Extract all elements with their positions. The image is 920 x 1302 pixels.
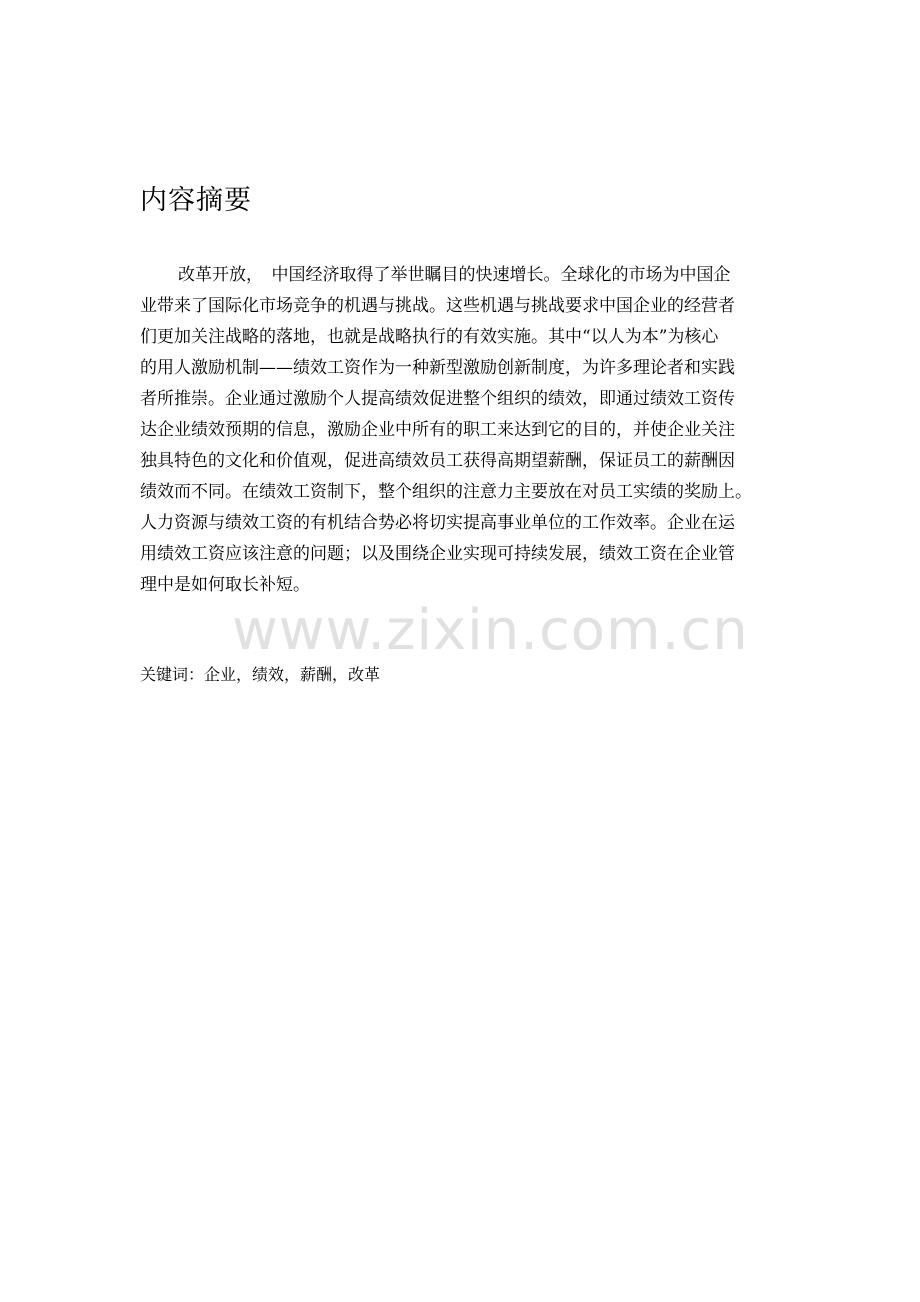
- abstract-line: 理中是如何取长补短。: [140, 575, 310, 595]
- abstract-line: 达企业绩效预期的信息，激励企业中所有的职工来达到它的目的，并使企业关注: [140, 420, 735, 440]
- abstract-line: 用绩效工资应该注意的问题；以及围绕企业实现可持续发展，绩效工资在企业管: [140, 544, 735, 564]
- abstract-line: 改革开放， 中国经济取得了举世瞩目的快速增长。全球化的市场为中国企: [178, 265, 731, 285]
- abstract-line: 绩效而不同。在绩效工资制下，整个组织的注意力主要放在对员工实绩的奖励上。: [140, 482, 752, 502]
- abstract-line: 们更加关注战略的落地，也就是战略执行的有效实施。其中“以人为本”为核心: [140, 327, 719, 347]
- abstract-paragraph: [140, 260, 780, 601]
- watermark-text: www.zixin.com.cn: [232, 598, 749, 663]
- page-title: 内容摘要: [140, 185, 252, 216]
- abstract-line: 的用人激励机制——绩效工资作为一种新型激励创新制度，为许多理论者和实践: [140, 358, 735, 378]
- abstract-line: 业带来了国际化市场竞争的机遇与挑战。这些机遇与挑战要求中国企业的经营者: [140, 296, 735, 316]
- abstract-line: 人力资源与绩效工资的有机结合势必将切实提高事业单位的工作效率。企业在运: [140, 513, 735, 533]
- abstract-line: 者所推崇。企业通过激励个人提高绩效促进整个组织的绩效，即通过绩效工资传: [140, 389, 735, 409]
- abstract-line: 独具特色的文化和价值观，促进高绩效员工获得高期望薪酬，保证员工的薪酬因: [140, 451, 735, 471]
- keywords-line: 关键词：企业，绩效，薪酬，改革: [140, 665, 381, 684]
